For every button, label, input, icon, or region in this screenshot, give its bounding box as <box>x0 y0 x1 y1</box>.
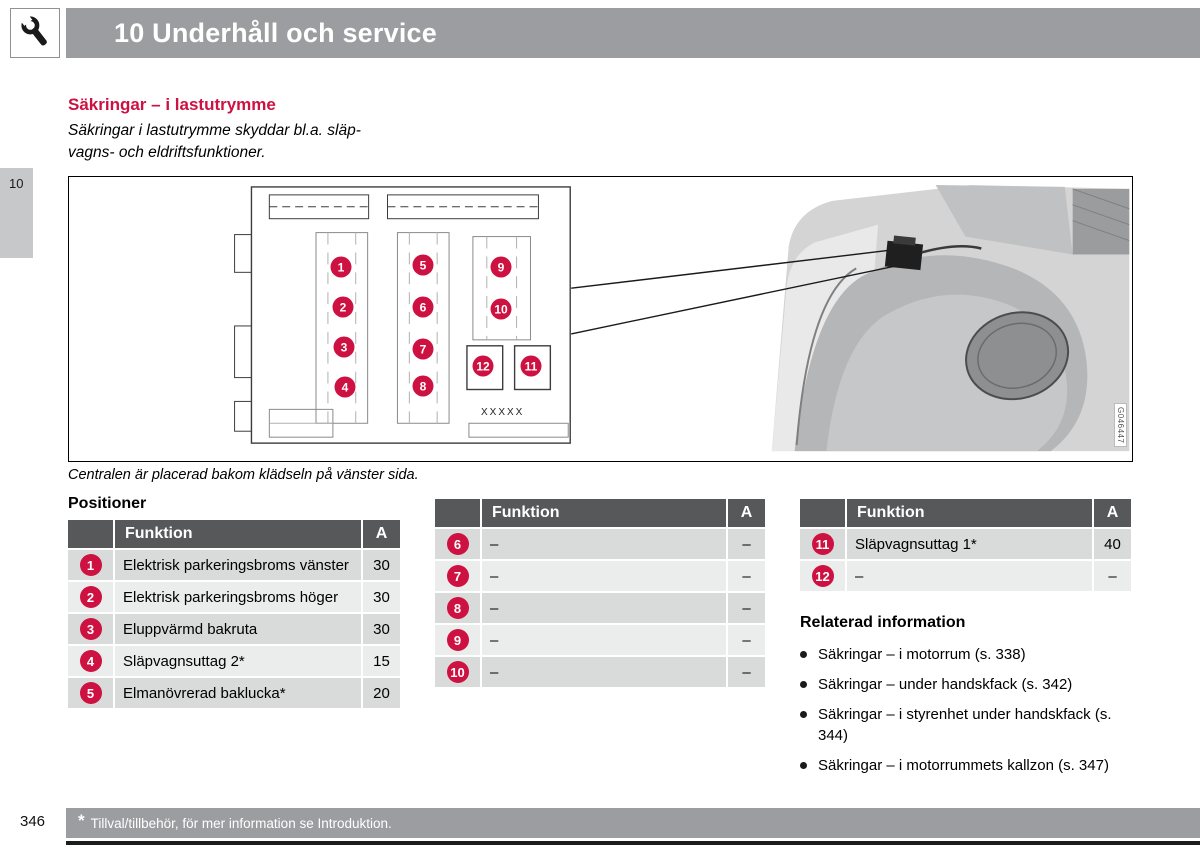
position-badge: 3 <box>80 618 102 640</box>
panel-label: XXXXX <box>481 407 525 418</box>
bullet-dot-icon <box>800 755 818 776</box>
column-header-position <box>435 499 481 528</box>
amperage-cell: 15 <box>362 645 400 677</box>
function-cell: Elmanövrerad baklucka* <box>114 677 362 709</box>
table-row <box>435 624 765 656</box>
positions-heading: Positioner <box>68 495 147 512</box>
column-header-funktion: Funktion <box>114 520 362 549</box>
function-cell: Eluppvärmd bakruta <box>114 613 362 645</box>
fuse-position-marker: 5 <box>413 255 434 276</box>
function-cell: – <box>481 656 727 688</box>
fuse-position-marker: 10 <box>491 299 512 320</box>
bullet-dot-icon <box>800 644 818 665</box>
column-header-position <box>68 520 114 549</box>
table-header-row <box>68 520 400 549</box>
amperage-cell: – <box>727 560 765 592</box>
figure-code: G046447 <box>1114 403 1127 447</box>
wrench-icon <box>15 13 55 53</box>
amperage-cell: 30 <box>362 613 400 645</box>
position-badge: 5 <box>80 682 102 704</box>
function-cell: Släpvagnsuttag 1* <box>846 528 1093 560</box>
fuse-position-marker: 1 <box>331 257 352 278</box>
table-row <box>435 656 765 688</box>
table-row <box>435 592 765 624</box>
bullet-dot-icon <box>800 674 818 695</box>
table-row <box>435 560 765 592</box>
amperage-cell: 20 <box>362 677 400 709</box>
column-header-funktion: Funktion <box>481 499 727 528</box>
amperage-cell: 30 <box>362 549 400 581</box>
intro-line-2: vagns- och eldriftsfunktioner. <box>68 144 266 161</box>
position-badge: 12 <box>812 565 834 587</box>
footnote-text: Tillval/tillbehör, för mer information se Introduktion. <box>90 815 392 831</box>
function-cell: – <box>481 624 727 656</box>
position-badge: 1 <box>80 554 102 576</box>
function-cell: Elektrisk parkeringsbroms höger <box>114 581 362 613</box>
function-cell: – <box>481 592 727 624</box>
side-tab-label: 10 <box>9 176 24 191</box>
fuse-position-marker: 6 <box>413 297 434 318</box>
related-link-text[interactable]: Säkringar – i motorrummets kallzon (s. 347) <box>818 757 1109 774</box>
position-badge: 8 <box>447 597 469 619</box>
chapter-icon-box <box>10 8 60 58</box>
table-row <box>68 677 400 709</box>
related-link[interactable] <box>800 674 1135 695</box>
amperage-cell: 40 <box>1093 528 1131 560</box>
amperage-cell: – <box>727 656 765 688</box>
position-badge: 6 <box>447 533 469 555</box>
chapter-header-bar <box>66 8 1200 58</box>
position-badge: 4 <box>80 650 102 672</box>
table-row <box>435 528 765 560</box>
fuse-table-1 <box>68 520 400 710</box>
illustration-caption: Centralen är placerad bakom klädseln på vänster sida. <box>68 467 419 483</box>
table-header-row <box>800 499 1131 528</box>
footnote-asterisk: * <box>78 811 85 830</box>
column-header-funktion: Funktion <box>846 499 1093 528</box>
table-row <box>68 645 400 677</box>
amperage-cell: – <box>727 592 765 624</box>
fuse-position-marker: 9 <box>491 257 512 278</box>
related-link-text[interactable]: Säkringar – under handskfack (s. 342) <box>818 676 1073 693</box>
related-link[interactable] <box>800 755 1135 776</box>
function-cell: – <box>481 560 727 592</box>
function-cell: – <box>846 560 1093 592</box>
amperage-cell: – <box>1093 560 1131 592</box>
page-bottom-edge <box>66 841 1200 845</box>
chapter-title: 10 Underhåll och service <box>114 17 437 48</box>
intro-line-1: Säkringar i lastutrymme skyddar bl.a. släp- <box>68 122 361 139</box>
table-row <box>800 560 1131 592</box>
function-cell: Elektrisk parkeringsbroms vänster <box>114 549 362 581</box>
table-row <box>68 549 400 581</box>
fuse-position-marker: 11 <box>521 356 542 377</box>
related-link[interactable] <box>800 644 1135 665</box>
function-cell: – <box>481 528 727 560</box>
related-heading: Relaterad information <box>800 614 966 631</box>
fusebox-illustration <box>68 176 1133 462</box>
related-information <box>800 614 1135 785</box>
related-link[interactable] <box>800 704 1135 746</box>
chapter-side-tab <box>0 168 33 258</box>
bullet-dot-icon <box>800 704 818 746</box>
related-link-text[interactable]: Säkringar – i styrenhet under handskfack (s. 344) <box>818 706 1112 744</box>
section-heading: Säkringar – i lastutrymme <box>68 95 276 114</box>
position-badge: 10 <box>447 661 469 683</box>
fuse-position-marker: 7 <box>413 339 434 360</box>
table-row <box>68 581 400 613</box>
column-header-a: A <box>362 520 400 549</box>
function-cell: Släpvagnsuttag 2* <box>114 645 362 677</box>
footer-bar <box>66 808 1200 838</box>
fuse-position-marker: 2 <box>333 297 354 318</box>
fuse-position-marker: 12 <box>473 356 494 377</box>
intro-text <box>68 120 361 164</box>
position-badge: 7 <box>447 565 469 587</box>
related-link-text[interactable]: Säkringar – i motorrum (s. 338) <box>818 646 1026 663</box>
position-badge: 2 <box>80 586 102 608</box>
fuse-table-2 <box>435 499 765 689</box>
fuse-position-marker: 4 <box>335 377 356 398</box>
fuse-table-3 <box>800 499 1131 593</box>
amperage-cell: 30 <box>362 581 400 613</box>
fuse-markers-layer <box>69 177 1132 461</box>
column-header-position <box>800 499 846 528</box>
table-header-row <box>435 499 765 528</box>
fuse-position-marker: 3 <box>334 337 355 358</box>
column-header-a: A <box>1093 499 1131 528</box>
page-number: 346 <box>20 813 46 830</box>
column-header-a: A <box>727 499 765 528</box>
position-badge: 9 <box>447 629 469 651</box>
table-row <box>800 528 1131 560</box>
amperage-cell: – <box>727 624 765 656</box>
fuse-position-marker: 8 <box>413 376 434 397</box>
position-badge: 11 <box>812 533 834 555</box>
table-row <box>68 613 400 645</box>
amperage-cell: – <box>727 528 765 560</box>
